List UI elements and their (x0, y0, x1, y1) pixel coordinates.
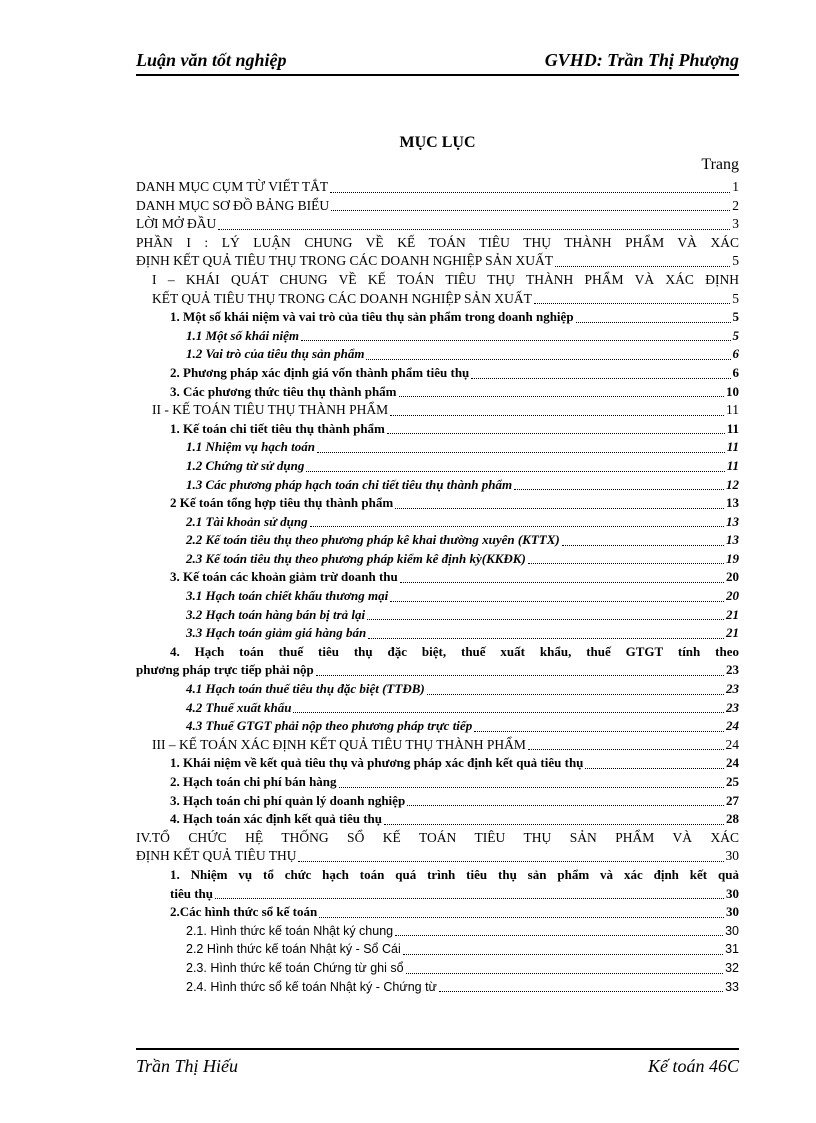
header-advisor: GVHD: Trần Thị Phượng (544, 50, 739, 70)
toc-entry[interactable]: II - KẾ TOÁN TIÊU THỤ THÀNH PHẨM 11 (136, 401, 739, 420)
toc-entry[interactable]: 1.1 Nhiệm vụ hạch toán 11 (136, 438, 739, 457)
toc-page-number: 13 (726, 513, 739, 529)
toc-entry[interactable]: 2.4. Hình thức sổ kế toán Nhật ký - Chứng từ 33 (136, 978, 739, 997)
toc-entry[interactable]: 2.Các hình thức sổ kế toán 30 (136, 903, 739, 922)
page-footer (136, 1048, 739, 1076)
toc-entry-line2[interactable]: phương pháp trực tiếp phải nộp 23 (136, 661, 739, 680)
toc-page-number: 11 (726, 457, 739, 473)
toc-entry[interactable]: 1. Kế toán chi tiết tiêu thụ thành phẩm 11 (136, 420, 739, 439)
toc-page-number: 6 (732, 346, 739, 362)
toc-page-number: 30 (725, 923, 739, 938)
toc-page-number: 12 (726, 476, 739, 492)
toc-entry[interactable]: 3. Các phương thức tiêu thụ thành phẩm 10 (136, 383, 739, 402)
toc-page-number: 11 (726, 402, 739, 418)
toc-page-number: 24 (725, 736, 739, 752)
toc-entry-line1[interactable]: I – KHÁI QUÁT CHUNG VỀ KẾ TOÁN TIÊU THỤ THÀNH PHẨM VÀ XÁC ĐỊNH (152, 271, 739, 287)
toc-entry-line1[interactable]: IV.TỔ CHỨC HỆ THỐNG SỔ KẾ TOÁN TIÊU THỤ SẢN PHẨM VÀ XÁC (136, 829, 739, 845)
toc-page-number: 21 (726, 625, 739, 641)
toc-entry[interactable]: 2.1. Hình thức kế toán Nhật ký chung 30 (136, 922, 739, 941)
toc-entry-line2[interactable]: tiêu thụ 30 (136, 885, 739, 904)
toc-entry[interactable]: 1. Một số khái niệm và vai trò của tiêu thụ sản phẩm trong doanh nghiệp 5 (136, 308, 739, 327)
footer-class: Kế toán 46C (647, 1056, 739, 1076)
toc-entry-line2[interactable]: ĐỊNH KẾT QUẢ TIÊU THỤ 30 (136, 847, 739, 866)
toc-page-number: 5 (732, 253, 739, 269)
toc-page-number: 30 (726, 904, 739, 920)
toc-entry[interactable]: 2. Hạch toán chi phí bán hàng 25 (136, 773, 739, 792)
toc-page-number: 21 (726, 606, 739, 622)
toc-entry[interactable]: 1.2 Chứng từ sử dụng 11 (136, 457, 739, 476)
toc-entry[interactable]: 3.2 Hạch toán hàng bán bị trả lại 21 (136, 606, 739, 625)
toc-entry[interactable]: 1.1 Một số khái niệm 5 (136, 327, 739, 346)
toc-entry-line1[interactable]: 4. Hạch toán thuế tiêu thụ đặc biệt, thuế xuất khẩu, thuế GTGT tính theo (170, 643, 739, 659)
toc-entry[interactable]: LỜI MỞ ĐẦU 3 (136, 215, 739, 234)
toc-page-number: 31 (725, 942, 739, 957)
toc-entry-line1[interactable]: PHẦN I : LÝ LUẬN CHUNG VỀ KẾ TOÁN TIÊU THỤ THÀNH PHẨM VÀ XÁC (136, 234, 739, 250)
toc-entry-line2[interactable]: KẾT QUẢ TIÊU THỤ TRONG CÁC DOANH NGHIỆP SẢN XUẤT 5 (136, 290, 739, 309)
toc-entry[interactable]: III – KẾ TOÁN XÁC ĐỊNH KẾT QUẢ TIÊU THỤ THÀNH PHẨM 24 (136, 736, 739, 755)
toc-page-number: 24 (726, 755, 739, 771)
toc-entry[interactable]: 3.1 Hạch toán chiết khấu thương mại 20 (136, 587, 739, 606)
toc-page-number: 6 (732, 364, 739, 380)
toc-page-number: 2 (732, 197, 739, 213)
toc-page-number: 13 (726, 495, 739, 511)
toc-page-number: 20 (726, 569, 739, 585)
footer-author: Trần Thị Hiếu (136, 1056, 239, 1076)
toc-page-number: 13 (726, 532, 739, 548)
toc-page-number: 1 (732, 179, 739, 194)
toc-page-number: 23 (726, 662, 739, 678)
toc-entry-line2[interactable]: ĐỊNH KẾT QUẢ TIÊU THỤ TRONG CÁC DOANH NGHIỆP SẢN XUẤT 5 (136, 252, 739, 271)
toc-page-number: 5 (732, 327, 739, 343)
toc-entry[interactable]: 2.1 Tài khoản sử dụng 13 (136, 513, 739, 532)
toc-page-number: 19 (726, 550, 739, 566)
toc-entry[interactable]: 4.2 Thuế xuất khẩu 23 (136, 699, 739, 718)
table-of-contents (136, 178, 739, 996)
toc-entry[interactable]: 4.1 Hạch toán thuế tiêu thụ đặc biệt (TTĐB) 23 (136, 680, 739, 699)
toc-page-number: 33 (725, 979, 739, 994)
toc-page-number: 30 (725, 848, 739, 864)
toc-entry[interactable]: 1.3 Các phương pháp hạch toán chi tiết tiêu thụ thành phẩm 12 (136, 476, 739, 495)
toc-entry[interactable]: 2. Phương pháp xác định giá vốn thành phẩm tiêu thụ 6 (136, 364, 739, 383)
toc-page-number: 5 (732, 290, 739, 306)
toc-entry[interactable]: DANH MỤC SƠ ĐỒ BẢNG BIỂU 2 (136, 197, 739, 216)
toc-entry[interactable]: 3. Hạch toán chi phí quản lý doanh nghiệp 27 (136, 792, 739, 811)
toc-page-number: 28 (726, 811, 739, 827)
toc-title: MỤC LỤC (399, 134, 476, 151)
toc-entry[interactable]: 2.2 Hình thức kế toán Nhật ký - Sổ Cái 31 (136, 940, 739, 959)
toc-page-number: 10 (726, 383, 739, 399)
toc-page-number: 20 (726, 588, 739, 604)
toc-entry[interactable]: DANH MỤC CỤM TỪ VIẾT TẮT 1 (136, 178, 739, 197)
page-column-label: Trang (701, 156, 739, 173)
toc-entry[interactable]: 2 Kế toán tổng hợp tiêu thụ thành phẩm 13 (136, 494, 739, 513)
toc-entry[interactable]: 2.3. Hình thức kế toán Chứng từ ghi sổ 32 (136, 959, 739, 978)
toc-page-number: 11 (726, 420, 739, 436)
toc-page-number: 5 (732, 309, 739, 325)
toc-page-number: 11 (726, 439, 739, 455)
toc-entry[interactable]: 4.3 Thuế GTGT phải nộp theo phương pháp trực tiếp 24 (136, 717, 739, 736)
toc-page-number: 30 (726, 885, 739, 901)
toc-entry[interactable]: 1. Khái niệm về kết quả tiêu thụ và phương pháp xác định kết quả tiêu thụ 24 (136, 754, 739, 773)
toc-page-number: 23 (726, 699, 739, 715)
toc-page-number: 25 (726, 774, 739, 789)
toc-entry[interactable]: 4. Hạch toán xác định kết quả tiêu thụ 28 (136, 810, 739, 829)
toc-entry[interactable]: 3.3 Hạch toán giảm giá hàng bán 21 (136, 624, 739, 643)
toc-entry[interactable]: 2.2 Kế toán tiêu thụ theo phương pháp kê khai thường xuyên (KTTX) 13 (136, 531, 739, 550)
toc-page-number: 32 (725, 960, 739, 975)
header-thesis-label: Luận văn tốt nghiệp (136, 50, 287, 70)
toc-page-number: 3 (732, 216, 739, 232)
toc-entry[interactable]: 2.3 Kế toán tiêu thụ theo phương pháp kiểm kê định kỳ(KKĐK) 19 (136, 550, 739, 569)
toc-page-number: 27 (726, 792, 739, 808)
toc-entry[interactable]: 1.2 Vai trò của tiêu thụ sản phẩm 6 (136, 345, 739, 364)
toc-page-number: 23 (726, 681, 739, 697)
toc-page-number: 24 (726, 718, 739, 734)
toc-entry[interactable]: 3. Kế toán các khoản giảm trừ doanh thu 20 (136, 568, 739, 587)
toc-entry-line1[interactable]: 1. Nhiệm vụ tổ chức hạch toán quá trình tiêu thụ sản phẩm và xác định kết quả (170, 866, 739, 882)
page-header (136, 48, 739, 76)
